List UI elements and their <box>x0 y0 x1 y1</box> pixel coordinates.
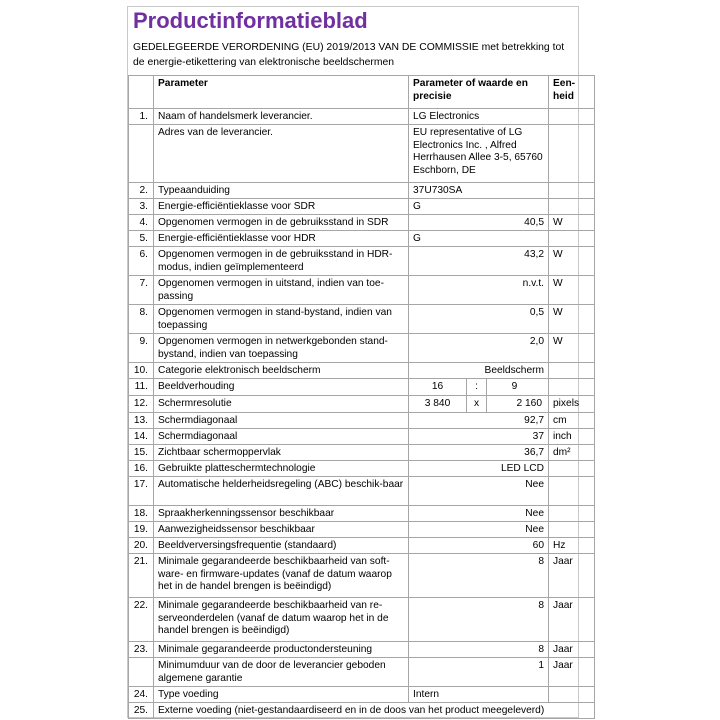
row-unit <box>549 183 595 199</box>
row-number: 21. <box>129 554 154 598</box>
row-parameter: Adres van de leverancier. <box>154 125 409 183</box>
row-parameter: Minimale gegarandeerde beschikbaarheid van re-serveonderdelen (vanaf de datum waarop het in de handel brengen is beëindigd) <box>154 598 409 642</box>
row-unit <box>549 461 595 477</box>
row-parameter: Beeldverversingsfrequentie (standaard) <box>154 538 409 554</box>
row-number: 2. <box>129 183 154 199</box>
row-parameter: Minimumduur van de door de leverancier geboden algemene garantie <box>154 658 409 687</box>
table-row <box>129 429 595 445</box>
row-unit: Jaar <box>549 658 595 687</box>
table-row <box>129 445 595 461</box>
row-number: 19. <box>129 522 154 538</box>
row-unit: W <box>549 247 595 276</box>
row-unit: cm <box>549 413 595 429</box>
row-value: 8 <box>409 598 549 642</box>
row-parameter: Opgenomen vermogen in netwerkgebonden stand-bystand, indien van toepassing <box>154 334 409 363</box>
row-parameter: Energie-efficiëntieklasse voor HDR <box>154 231 409 247</box>
row-number: 22. <box>129 598 154 642</box>
table-row <box>129 477 595 506</box>
row-value: n.v.t. <box>409 276 549 305</box>
table-header-row <box>129 76 595 109</box>
row-value: 37 <box>409 429 549 445</box>
table-row <box>129 125 595 183</box>
row-value: 0,5 <box>409 305 549 334</box>
row-unit: W <box>549 334 595 363</box>
row-number: 5. <box>129 231 154 247</box>
row-number: 12. <box>129 396 154 413</box>
row-number: 20. <box>129 538 154 554</box>
row-unit: Hz <box>549 538 595 554</box>
row-unit: pixels <box>549 396 595 413</box>
table-row <box>129 506 595 522</box>
table-row <box>129 215 595 231</box>
row-parameter: Opgenomen vermogen in stand-bystand, indien van toepassing <box>154 305 409 334</box>
table-row <box>129 379 595 396</box>
table-row <box>129 687 595 703</box>
row-unit: Jaar <box>549 642 595 658</box>
row-parameter: Spraakherkenningssensor beschikbaar <box>154 506 409 522</box>
row-unit <box>549 379 595 396</box>
row-parameter: Type voeding <box>154 687 409 703</box>
row-value: 36,7 <box>409 445 549 461</box>
row-number: 11. <box>129 379 154 396</box>
row-number <box>129 658 154 687</box>
row-value: LED LCD <box>409 461 549 477</box>
row-value: 37U730SA <box>409 183 549 199</box>
row-unit: dm² <box>549 445 595 461</box>
table-body <box>129 109 595 719</box>
row-number: 14. <box>129 429 154 445</box>
row-value: 2,0 <box>409 334 549 363</box>
row-parameter: Externe voeding (niet-gestandaardiseerd en in de doos van het product meegeleverd) <box>154 703 595 719</box>
table-row <box>129 334 595 363</box>
row-parameter: Typeaanduiding <box>154 183 409 199</box>
row-unit <box>549 125 595 183</box>
row-unit: Jaar <box>549 554 595 598</box>
row-parameter: Schermresolutie <box>154 396 409 413</box>
table-row <box>129 461 595 477</box>
row-unit <box>549 506 595 522</box>
row-parameter: Categorie elektronisch beeldscherm <box>154 363 409 379</box>
row-value: 8 <box>409 642 549 658</box>
row-parameter: Minimale gegarandeerde productondersteuning <box>154 642 409 658</box>
table-row <box>129 183 595 199</box>
row-value: 43,2 <box>409 247 549 276</box>
row-unit <box>549 522 595 538</box>
row-unit: W <box>549 276 595 305</box>
row-value: 1 <box>409 658 549 687</box>
table-row <box>129 305 595 334</box>
row-value: EU representative of LG Electronics Inc. , Alfred Herrhausen Allee 3-5, 65760 Eschborn, DE <box>409 125 549 183</box>
table-row <box>129 522 595 538</box>
row-number: 23. <box>129 642 154 658</box>
product-info-table <box>128 75 595 719</box>
row-parameter: Opgenomen vermogen in de gebruiksstand in HDR-modus, indien geïmplementeerd <box>154 247 409 276</box>
row-number: 7. <box>129 276 154 305</box>
row-parameter: Schermdiagonaal <box>154 429 409 445</box>
table-row <box>129 109 595 125</box>
row-number: 15. <box>129 445 154 461</box>
row-value: G <box>409 199 549 215</box>
row-number: 18. <box>129 506 154 522</box>
row-parameter: Minimale gegarandeerde beschikbaarheid van soft-ware- en firmware-updates (vanaf de datum waarop het in de handel brengen is beëindigd) <box>154 554 409 598</box>
header-value: Parameter of waarde en precisie <box>409 76 549 109</box>
row-value: 8 <box>409 554 549 598</box>
value-separator: : <box>467 379 487 395</box>
row-value: Beeldscherm <box>409 363 549 379</box>
value-separator: x <box>467 396 487 412</box>
row-number: 24. <box>129 687 154 703</box>
row-number <box>129 125 154 183</box>
row-unit <box>549 363 595 379</box>
row-parameter: Zichtbaar schermoppervlak <box>154 445 409 461</box>
row-value: Nee <box>409 522 549 538</box>
row-unit <box>549 199 595 215</box>
row-value: LG Electronics <box>409 109 549 125</box>
row-unit: Jaar <box>549 598 595 642</box>
row-unit: W <box>549 215 595 231</box>
row-value: Nee <box>409 506 549 522</box>
row-number: 3. <box>129 199 154 215</box>
header-parameter: Parameter <box>154 76 409 109</box>
row-number: 8. <box>129 305 154 334</box>
row-unit <box>549 109 595 125</box>
row-number: 17. <box>129 477 154 506</box>
table-row <box>129 396 595 413</box>
table-row <box>129 363 595 379</box>
table-row <box>129 658 595 687</box>
row-value <box>409 396 549 413</box>
row-number: 1. <box>129 109 154 125</box>
value-part-b: 9 <box>511 381 518 392</box>
row-value <box>409 379 549 396</box>
row-parameter: Gebruikte platteschermtechnologie <box>154 461 409 477</box>
row-parameter: Opgenomen vermogen in uitstand, indien van toe-passing <box>154 276 409 305</box>
row-parameter: Aanwezigheidssensor beschikbaar <box>154 522 409 538</box>
row-unit <box>549 231 595 247</box>
row-value: 60 <box>409 538 549 554</box>
table-row <box>129 642 595 658</box>
row-number: 13. <box>129 413 154 429</box>
table-row <box>129 199 595 215</box>
row-unit: inch <box>549 429 595 445</box>
row-value: G <box>409 231 549 247</box>
table-row <box>129 703 595 719</box>
row-value: Intern <box>409 687 549 703</box>
row-value: Nee <box>409 477 549 506</box>
table-row <box>129 538 595 554</box>
regulation-subtitle: GEDELEGEERDE VERORDENING (EU) 2019/2013 VAN DE COMMISSIE met betrekking tot de energie-etikettering van elektronische beeldschermen <box>133 42 565 68</box>
row-parameter: Beeldverhouding <box>154 379 409 396</box>
row-parameter: Naam of handelsmerk leverancier. <box>154 109 409 125</box>
value-part-b: 2 160 <box>516 398 542 409</box>
row-unit <box>549 687 595 703</box>
header-nr <box>129 76 154 109</box>
row-number: 9. <box>129 334 154 363</box>
table-row <box>129 554 595 598</box>
row-number: 16. <box>129 461 154 477</box>
table-row <box>129 413 595 429</box>
row-value: 40,5 <box>409 215 549 231</box>
page-title: Productinformatieblad <box>133 8 368 33</box>
row-parameter: Opgenomen vermogen in de gebruiksstand in SDR <box>154 215 409 231</box>
header-unit: Een-heid <box>549 76 595 109</box>
row-unit: W <box>549 305 595 334</box>
row-parameter: Schermdiagonaal <box>154 413 409 429</box>
row-number: 4. <box>129 215 154 231</box>
row-number: 10. <box>129 363 154 379</box>
value-part-a: 16 <box>409 379 467 395</box>
table-row <box>129 598 595 642</box>
table-row <box>129 247 595 276</box>
row-unit <box>549 477 595 506</box>
row-number: 25. <box>129 703 154 719</box>
row-number: 6. <box>129 247 154 276</box>
value-part-a: 3 840 <box>409 396 467 412</box>
row-value: 92,7 <box>409 413 549 429</box>
table-row <box>129 231 595 247</box>
table-row <box>129 276 595 305</box>
row-parameter: Automatische helderheidsregeling (ABC) beschik-baar <box>154 477 409 506</box>
row-parameter: Energie-efficiëntieklasse voor SDR <box>154 199 409 215</box>
